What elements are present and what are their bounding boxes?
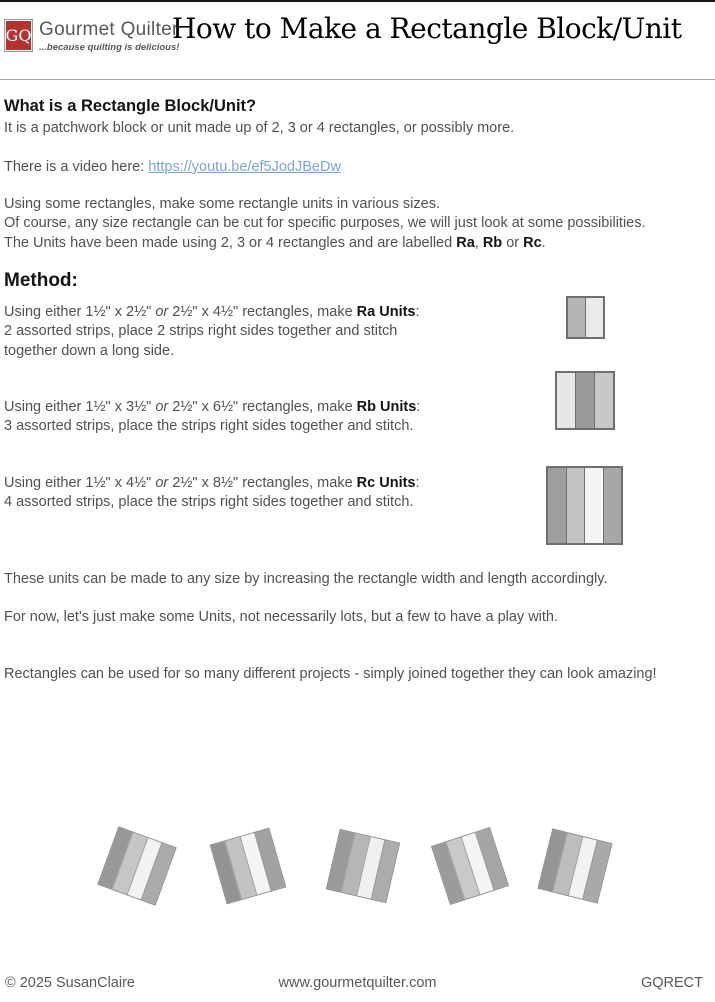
method-heading: Method: xyxy=(4,270,78,291)
step-rc-line-1 xyxy=(4,474,420,493)
step-ra-mid: 2½" x 4½" rectangles, make xyxy=(168,304,357,320)
fabric-strip xyxy=(566,468,585,543)
label-rc: Rc xyxy=(523,234,542,251)
labelled-suffix: . xyxy=(541,234,546,251)
step-ra-or: or xyxy=(155,304,169,320)
overview-line-1: Using some rectangles, make some rectangle units in various sizes. xyxy=(4,196,440,212)
overview-paragraph xyxy=(4,195,646,253)
step-ra-line-3: together down a long side. xyxy=(4,342,175,359)
step-rc-text xyxy=(4,474,420,513)
step-rb-text xyxy=(4,398,420,437)
fabric-strip xyxy=(568,298,585,337)
step-rb-suffix: : xyxy=(416,399,421,415)
intro-heading: What is a Rectangle Block/Unit? xyxy=(4,97,257,115)
step-rb-mid: 2½" x 6½" rectangles, make xyxy=(168,399,357,415)
fabric-strip xyxy=(548,468,566,543)
label-sep-1: , xyxy=(474,234,483,251)
intro-description: It is a patchwork block or unit made up of 2, 3 or 4 rectangles, or possibly more. xyxy=(4,120,515,136)
step-rb-line-2: 3 assorted strips, place the strips right sides together and stitch. xyxy=(4,418,414,435)
website-url: www.gourmetquilter.com xyxy=(278,975,437,991)
fabric-strip xyxy=(585,298,603,337)
scatter-block-4 xyxy=(431,827,509,905)
header xyxy=(0,2,715,78)
scatter-block-1 xyxy=(97,826,176,905)
fabric-strip xyxy=(584,468,603,543)
labelled-prefix: The Units have been made using 2, 3 or 4 rectangles and are labelled xyxy=(4,234,457,251)
step-rb-or: or xyxy=(155,399,169,415)
overview-line-3 xyxy=(4,234,646,253)
step-ra-line-2: 2 assorted strips, place 2 strips right sides together and stitch xyxy=(4,323,398,340)
closing-line-3: Rectangles can be used for so many different projects - simply joined together they can look amazing! xyxy=(4,666,657,682)
fabric-strip xyxy=(557,373,575,428)
step-rb-unit-name: Rb Units xyxy=(356,399,417,415)
overview-line-2: Of course, any size rectangle can be cut for specific purposes, we will just look at some possibilities. xyxy=(4,215,646,232)
step-rc-or: or xyxy=(155,475,169,491)
gq-monogram: GQ xyxy=(5,25,32,45)
scatter-block-2 xyxy=(210,828,287,905)
header-divider xyxy=(0,79,715,80)
rb-unit-diagram xyxy=(555,371,615,430)
step-ra-text xyxy=(4,303,420,361)
page-title: How to Make a Rectangle Block/Unit xyxy=(172,12,682,45)
scatter-block-5 xyxy=(537,828,612,903)
step-ra-unit-name: Ra Units xyxy=(356,304,416,320)
video-line xyxy=(4,158,341,177)
copyright: © 2025 SusanClaire xyxy=(5,975,135,991)
video-line-prefix: There is a video here: xyxy=(4,159,149,175)
step-rc-prefix: Using either 1½" x 4½" xyxy=(4,475,156,491)
step-ra-line-1 xyxy=(4,303,420,322)
logo-text xyxy=(39,19,179,53)
step-rc-unit-name: Rc Units xyxy=(356,475,416,491)
label-sep-2: or xyxy=(502,234,524,251)
pattern-code: GQRECT xyxy=(640,975,703,991)
brand-tagline: ...because quilting is delicious! xyxy=(39,42,180,53)
label-rb: Rb xyxy=(482,234,503,251)
step-ra-suffix: : xyxy=(415,304,420,320)
brand-name: Gourmet Quilter xyxy=(39,19,179,40)
step-rc-suffix: : xyxy=(415,475,420,491)
step-rb-line-1 xyxy=(4,398,420,417)
step-rb-prefix: Using either 1½" x 3½" xyxy=(4,399,156,415)
gourmet-quilter-logo xyxy=(4,19,179,53)
video-link[interactable]: https://youtu.be/ef5JodJBeDw xyxy=(148,159,341,175)
step-ra-prefix: Using either 1½" x 2½" xyxy=(4,304,156,320)
footer xyxy=(0,975,715,995)
scatter-block-3 xyxy=(326,829,400,903)
closing-line-1: These units can be made to any size by increasing the rectangle width and length accordingly. xyxy=(4,571,608,587)
ra-unit-diagram xyxy=(566,296,605,339)
fabric-strip xyxy=(603,468,622,543)
label-ra: Ra xyxy=(456,234,475,251)
rc-unit-diagram xyxy=(546,466,623,545)
gq-monogram-badge xyxy=(4,19,33,52)
closing-line-2: For now, let's just make some Units, not necessarily lots, but a few to have a play with. xyxy=(4,609,559,625)
step-rc-line-2: 4 assorted strips, place the strips right sides together and stitch. xyxy=(4,494,414,511)
fabric-strip xyxy=(575,373,594,428)
fabric-strip xyxy=(594,373,613,428)
step-rc-mid: 2½" x 8½" rectangles, make xyxy=(168,475,357,491)
